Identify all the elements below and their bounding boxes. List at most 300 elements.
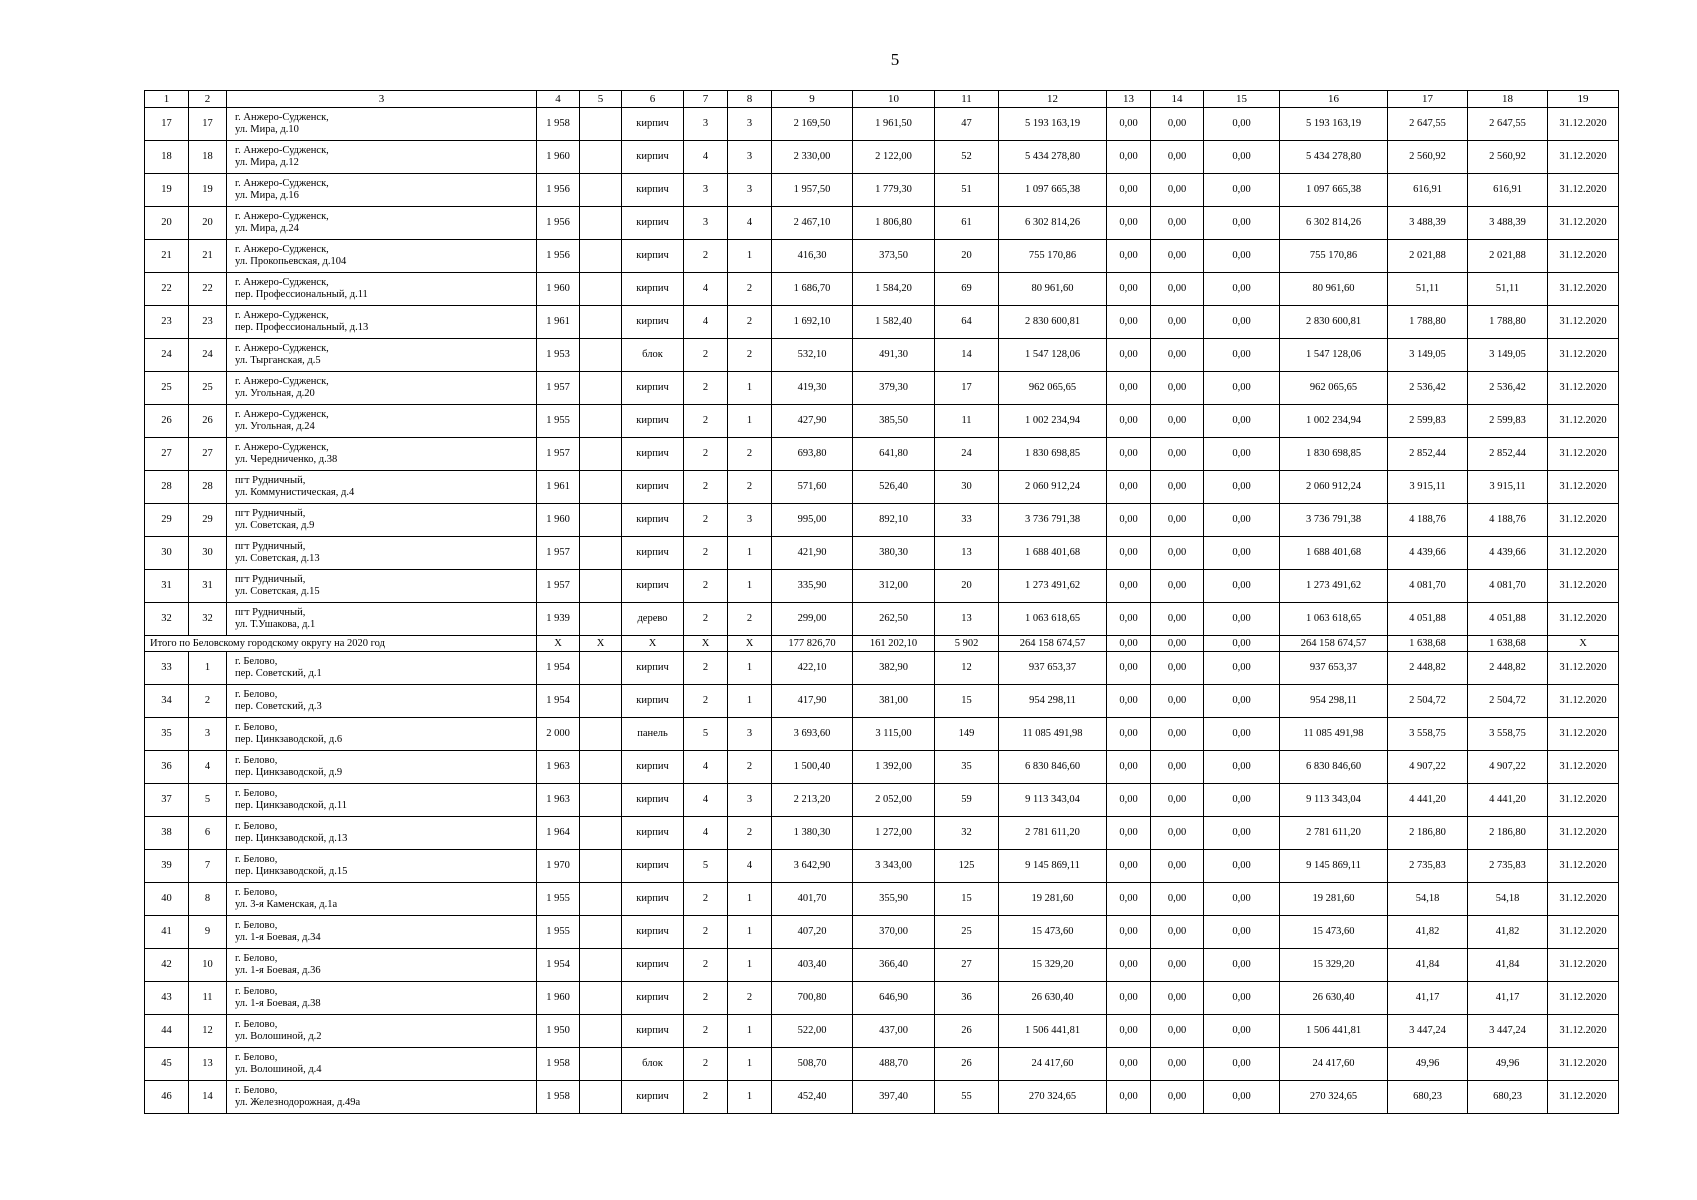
table-cell: 2 122,00 [853, 141, 935, 174]
table-cell: кирпич [622, 438, 684, 471]
table-cell: 641,80 [853, 438, 935, 471]
table-cell: 29 [189, 504, 227, 537]
table-cell: 1 961,50 [853, 108, 935, 141]
table-cell: 2 [728, 603, 772, 636]
table-cell: 1 806,80 [853, 207, 935, 240]
table-cell: 1 957 [537, 438, 580, 471]
table-cell: 149 [935, 718, 999, 751]
table-cell: 0,00 [1151, 850, 1204, 883]
table-cell: 11 [935, 405, 999, 438]
table-cell: 0,00 [1204, 438, 1280, 471]
address-cell [227, 817, 537, 850]
table-cell: 2 [684, 685, 728, 718]
table-cell: 2 169,50 [772, 108, 853, 141]
table-cell: 2 [684, 537, 728, 570]
table-cell: 2 [684, 471, 728, 504]
table-cell: 125 [935, 850, 999, 883]
table-cell: 0,00 [1151, 1048, 1204, 1081]
table-cell: 49,96 [1388, 1048, 1468, 1081]
table-cell: 23 [145, 306, 189, 339]
table-cell: 1 830 698,85 [999, 438, 1107, 471]
table-cell: 25 [189, 372, 227, 405]
table-cell: 31.12.2020 [1548, 504, 1619, 537]
table-cell: 2 [684, 652, 728, 685]
table-cell: 36 [145, 751, 189, 784]
table-cell: 4 441,20 [1388, 784, 1468, 817]
table-cell: 15 [935, 685, 999, 718]
table-cell: 1 955 [537, 883, 580, 916]
table-cell: 370,00 [853, 916, 935, 949]
address-locality: г. Анжеро-Судженск, [235, 211, 329, 222]
table-cell: 31.12.2020 [1548, 1081, 1619, 1114]
column-number-cell: 7 [684, 91, 728, 108]
column-number-cell: 1 [145, 91, 189, 108]
table-cell: 15 [935, 883, 999, 916]
table-cell: 3 [728, 504, 772, 537]
column-number-cell: 13 [1107, 91, 1151, 108]
table-cell: 407,20 [772, 916, 853, 949]
table-cell: 0,00 [1204, 784, 1280, 817]
table-cell: 2 560,92 [1388, 141, 1468, 174]
table-cell: 2 [728, 471, 772, 504]
column-number-cell: 14 [1151, 91, 1204, 108]
column-number-cell: 10 [853, 91, 935, 108]
table-cell: 0,00 [1107, 883, 1151, 916]
table-cell [580, 141, 622, 174]
address-street: ул. Т.Ушакова, д.1 [235, 619, 316, 630]
table-cell: кирпич [622, 141, 684, 174]
table-cell: 0,00 [1204, 718, 1280, 751]
table-row [145, 504, 1619, 537]
table-cell: 32 [189, 603, 227, 636]
table-cell: 31.12.2020 [1548, 306, 1619, 339]
table-row [145, 372, 1619, 405]
table-row [145, 652, 1619, 685]
table-cell [580, 1015, 622, 1048]
table-cell: 0,00 [1107, 207, 1151, 240]
table-cell: 2 000 [537, 718, 580, 751]
table-cell [580, 240, 622, 273]
table-cell: 31.12.2020 [1548, 685, 1619, 718]
table-cell: 19 281,60 [999, 883, 1107, 916]
address-locality: г. Анжеро-Судженск, [235, 343, 329, 354]
address-locality: г. Анжеро-Судженск, [235, 178, 329, 189]
table-cell: блок [622, 1048, 684, 1081]
table-cell: 0,00 [1151, 141, 1204, 174]
table-cell: 270 324,65 [999, 1081, 1107, 1114]
table-cell: 32 [935, 817, 999, 850]
table-cell [580, 784, 622, 817]
table-cell: 31.12.2020 [1548, 273, 1619, 306]
table-cell: 427,90 [772, 405, 853, 438]
table-cell: 31.12.2020 [1548, 949, 1619, 982]
table-cell: 0,00 [1151, 718, 1204, 751]
table-cell: 31.12.2020 [1548, 784, 1619, 817]
table-cell: 1 788,80 [1388, 306, 1468, 339]
table-cell [580, 108, 622, 141]
table-row [145, 784, 1619, 817]
table-cell: 28 [145, 471, 189, 504]
table-cell: 3 447,24 [1468, 1015, 1548, 1048]
address-street: пер. Советский, д.3 [235, 701, 322, 712]
table-cell: 995,00 [772, 504, 853, 537]
table-cell: 2 060 912,24 [1280, 471, 1388, 504]
table-cell: 17 [189, 108, 227, 141]
summary-cell: 1 638,68 [1388, 636, 1468, 652]
table-cell: 19 [145, 174, 189, 207]
table-cell: 2 [684, 372, 728, 405]
table-cell: 6 302 814,26 [999, 207, 1107, 240]
summary-cell: 0,00 [1151, 636, 1204, 652]
table-cell: 13 [935, 603, 999, 636]
table-cell: 2 [728, 339, 772, 372]
table-cell: 25 [145, 372, 189, 405]
address-locality: пгт Рудничный, [235, 475, 306, 486]
table-cell: 1 [728, 570, 772, 603]
table-cell: 0,00 [1204, 405, 1280, 438]
table-cell: 0,00 [1204, 339, 1280, 372]
address-street: ул. 1-я Боевая, д.34 [235, 932, 321, 943]
table-cell: 9 113 343,04 [999, 784, 1107, 817]
table-row [145, 174, 1619, 207]
table-row [145, 916, 1619, 949]
address-street: ул. Коммунистическая, д.4 [235, 487, 355, 498]
summary-row [145, 636, 1619, 652]
address-locality: г. Белово, [235, 656, 278, 667]
table-cell: 8 [189, 883, 227, 916]
address-street: ул. Мира, д.12 [235, 157, 299, 168]
table-cell: 335,90 [772, 570, 853, 603]
table-cell: 2 [728, 273, 772, 306]
table-cell: 13 [189, 1048, 227, 1081]
table-cell: 1 392,00 [853, 751, 935, 784]
table-cell: кирпич [622, 982, 684, 1015]
table-cell: 680,23 [1388, 1081, 1468, 1114]
address-locality: г. Белово, [235, 1085, 278, 1096]
table-cell: 3 693,60 [772, 718, 853, 751]
table-cell: 0,00 [1204, 1081, 1280, 1114]
table-row [145, 1081, 1619, 1114]
address-cell [227, 718, 537, 751]
table-cell: 29 [145, 504, 189, 537]
table-cell: 3 558,75 [1468, 718, 1548, 751]
table-cell: 1 582,40 [853, 306, 935, 339]
table-cell: 0,00 [1107, 372, 1151, 405]
table-cell: 1 063 618,65 [1280, 603, 1388, 636]
column-number-cell: 15 [1204, 91, 1280, 108]
table-cell: 38 [145, 817, 189, 850]
table-cell: 1 686,70 [772, 273, 853, 306]
table-cell: 0,00 [1107, 174, 1151, 207]
address-street: пер. Профессиональный, д.11 [235, 289, 368, 300]
table-cell: 1 506 441,81 [1280, 1015, 1388, 1048]
table-cell: 0,00 [1107, 339, 1151, 372]
table-cell: 0,00 [1107, 570, 1151, 603]
table-cell: 31.12.2020 [1548, 174, 1619, 207]
table-cell: 44 [145, 1015, 189, 1048]
table-cell: 37 [145, 784, 189, 817]
table-cell: 1 547 128,06 [1280, 339, 1388, 372]
table-cell: 0,00 [1204, 471, 1280, 504]
table-cell [580, 405, 622, 438]
table-cell: кирпич [622, 372, 684, 405]
table-cell: 2 186,80 [1468, 817, 1548, 850]
table-cell: 5 [189, 784, 227, 817]
address-locality: г. Белово, [235, 986, 278, 997]
table-cell: 1 955 [537, 916, 580, 949]
table-cell: 15 329,20 [1280, 949, 1388, 982]
table-cell: 421,90 [772, 537, 853, 570]
table-cell: 31 [189, 570, 227, 603]
table-cell [580, 850, 622, 883]
table-cell: 0,00 [1107, 784, 1151, 817]
table-cell: 0,00 [1151, 405, 1204, 438]
table-row [145, 1048, 1619, 1081]
table-row [145, 108, 1619, 141]
table-row [145, 339, 1619, 372]
table-cell: 3 642,90 [772, 850, 853, 883]
table-cell: 80 961,60 [999, 273, 1107, 306]
table-cell: 1 961 [537, 471, 580, 504]
table-cell: 3 447,24 [1388, 1015, 1468, 1048]
table-cell: 31.12.2020 [1548, 1048, 1619, 1081]
table-cell: 41,17 [1388, 982, 1468, 1015]
table-cell: 1 970 [537, 850, 580, 883]
table-cell: 1 380,30 [772, 817, 853, 850]
address-street: ул. Угольная, д.24 [235, 421, 315, 432]
table-cell: 526,40 [853, 471, 935, 504]
table-cell: 680,23 [1468, 1081, 1548, 1114]
table-cell: 0,00 [1107, 306, 1151, 339]
table-cell: 4 188,76 [1468, 504, 1548, 537]
address-locality: г. Белово, [235, 755, 278, 766]
table-cell: 700,80 [772, 982, 853, 1015]
summary-cell: X [728, 636, 772, 652]
table-cell: 47 [935, 108, 999, 141]
table-cell: 616,91 [1468, 174, 1548, 207]
table-cell: 0,00 [1107, 1015, 1151, 1048]
table-row [145, 240, 1619, 273]
table-cell: 1 830 698,85 [1280, 438, 1388, 471]
table-cell: кирпич [622, 207, 684, 240]
table-cell: 1 002 234,94 [999, 405, 1107, 438]
address-cell [227, 1048, 537, 1081]
summary-cell: X [622, 636, 684, 652]
table-cell: 380,30 [853, 537, 935, 570]
table-cell: 0,00 [1107, 751, 1151, 784]
table-cell: 2 [684, 504, 728, 537]
table-cell: 31.12.2020 [1548, 652, 1619, 685]
table-cell: 27 [935, 949, 999, 982]
table-cell: 3 [728, 784, 772, 817]
address-street: ул. 3-я Каменская, д.1а [235, 899, 338, 910]
table-cell: 270 324,65 [1280, 1081, 1388, 1114]
table-cell: 0,00 [1151, 306, 1204, 339]
table-cell: 40 [145, 883, 189, 916]
table-row [145, 306, 1619, 339]
summary-cell: 0,00 [1204, 636, 1280, 652]
table-cell: 646,90 [853, 982, 935, 1015]
table-cell: 2 [684, 240, 728, 273]
table-cell: 1 957,50 [772, 174, 853, 207]
table-cell: 416,30 [772, 240, 853, 273]
table-cell: 2 [684, 603, 728, 636]
table-cell: 4 [684, 306, 728, 339]
column-number-cell: 6 [622, 91, 684, 108]
table-cell: 0,00 [1151, 949, 1204, 982]
table-cell: 1 [728, 1081, 772, 1114]
table-cell: кирпич [622, 883, 684, 916]
table-cell: 0,00 [1151, 652, 1204, 685]
table-cell: 5 434 278,80 [1280, 141, 1388, 174]
table-cell: 3 736 791,38 [1280, 504, 1388, 537]
table-cell: 0,00 [1204, 817, 1280, 850]
table-cell: 2 [684, 1048, 728, 1081]
table-cell: 5 193 163,19 [1280, 108, 1388, 141]
address-locality: г. Белово, [235, 689, 278, 700]
table-cell: 0,00 [1151, 471, 1204, 504]
table-cell: 31 [145, 570, 189, 603]
address-locality: г. Белово, [235, 821, 278, 832]
table-cell: 1 961 [537, 306, 580, 339]
table-cell: 2 [684, 1015, 728, 1048]
table-cell: 0,00 [1107, 817, 1151, 850]
table-cell: 2 [684, 570, 728, 603]
address-street: ул. Мира, д.24 [235, 223, 299, 234]
table-cell: 30 [145, 537, 189, 570]
table-cell: 4 441,20 [1468, 784, 1548, 817]
table-cell: 27 [189, 438, 227, 471]
table-cell: 1 956 [537, 240, 580, 273]
table-cell: 0,00 [1151, 570, 1204, 603]
table-cell: 15 473,60 [999, 916, 1107, 949]
address-cell [227, 174, 537, 207]
table-cell: 3 149,05 [1468, 339, 1548, 372]
table-cell: 22 [145, 273, 189, 306]
table-cell: 3 488,39 [1468, 207, 1548, 240]
table-cell: 3 [684, 174, 728, 207]
table-cell: 2 735,83 [1468, 850, 1548, 883]
table-cell [580, 685, 622, 718]
table-cell: кирпич [622, 784, 684, 817]
address-street: пер. Цинкзаводской, д.6 [235, 734, 343, 745]
table-cell: 43 [145, 982, 189, 1015]
table-cell: 954 298,11 [999, 685, 1107, 718]
table-row [145, 883, 1619, 916]
table-row [145, 982, 1619, 1015]
table-cell: 0,00 [1107, 108, 1151, 141]
table-cell: 1 954 [537, 685, 580, 718]
table-cell: 12 [189, 1015, 227, 1048]
table-cell: 33 [145, 652, 189, 685]
table-cell [580, 306, 622, 339]
table-cell: 1 950 [537, 1015, 580, 1048]
table-cell: 11 [189, 982, 227, 1015]
table-cell: кирпич [622, 570, 684, 603]
table-cell: 2 830 600,81 [999, 306, 1107, 339]
table-cell: 13 [935, 537, 999, 570]
table-cell: 4 188,76 [1388, 504, 1468, 537]
table-cell: 1 [728, 372, 772, 405]
table-cell: 0,00 [1107, 405, 1151, 438]
table-cell: 2 781 611,20 [1280, 817, 1388, 850]
table-cell: 6 302 814,26 [1280, 207, 1388, 240]
table-cell: 0,00 [1151, 108, 1204, 141]
table-cell: 1 [728, 916, 772, 949]
table-cell: 23 [189, 306, 227, 339]
table-cell: кирпич [622, 1015, 684, 1048]
table-cell: 3 736 791,38 [999, 504, 1107, 537]
table-cell [580, 570, 622, 603]
table-cell [580, 339, 622, 372]
table-cell: 0,00 [1151, 751, 1204, 784]
table-cell: 4 [684, 273, 728, 306]
table-cell: 262,50 [853, 603, 935, 636]
table-cell: 0,00 [1151, 1081, 1204, 1114]
address-cell [227, 603, 537, 636]
table-cell: 954 298,11 [1280, 685, 1388, 718]
address-street: ул. Мира, д.10 [235, 124, 299, 135]
summary-cell: X [1548, 636, 1619, 652]
table-cell: 0,00 [1151, 685, 1204, 718]
table-row [145, 949, 1619, 982]
table-cell: 962 065,65 [1280, 372, 1388, 405]
table-cell: 11 085 491,98 [999, 718, 1107, 751]
table-cell: 6 [189, 817, 227, 850]
address-street: пер. Цинкзаводской, д.15 [235, 866, 348, 877]
table-cell: 693,80 [772, 438, 853, 471]
address-locality: г. Анжеро-Судженск, [235, 409, 329, 420]
summary-cell: 5 902 [935, 636, 999, 652]
table-cell: 54,18 [1468, 883, 1548, 916]
table-cell: 24 [935, 438, 999, 471]
table-cell [580, 982, 622, 1015]
table-cell [580, 471, 622, 504]
table-cell: 0,00 [1151, 1015, 1204, 1048]
table-cell: 0,00 [1204, 1048, 1280, 1081]
table-cell [580, 504, 622, 537]
table-cell: 2 186,80 [1388, 817, 1468, 850]
address-cell [227, 306, 537, 339]
table-cell: 0,00 [1107, 718, 1151, 751]
table-cell: 0,00 [1204, 537, 1280, 570]
table-cell [580, 718, 622, 751]
table-cell: 1 272,00 [853, 817, 935, 850]
table-cell: 2 [684, 949, 728, 982]
address-street: пер. Советский, д.1 [235, 668, 322, 679]
table-cell: 3 343,00 [853, 850, 935, 883]
table-cell: 1 788,80 [1468, 306, 1548, 339]
address-cell [227, 108, 537, 141]
table-cell: 20 [145, 207, 189, 240]
table-cell: 1 [728, 1048, 772, 1081]
table-cell: 18 [189, 141, 227, 174]
table-cell: 42 [145, 949, 189, 982]
table-row [145, 471, 1619, 504]
address-street: ул. 1-я Боевая, д.36 [235, 965, 321, 976]
table-cell: 4 081,70 [1388, 570, 1468, 603]
address-cell [227, 685, 537, 718]
table-cell [580, 916, 622, 949]
table-cell: 0,00 [1107, 916, 1151, 949]
table-cell: 3 [189, 718, 227, 751]
table-cell: 0,00 [1204, 916, 1280, 949]
table-cell: 0,00 [1151, 916, 1204, 949]
table-cell: 3 915,11 [1468, 471, 1548, 504]
table-cell: 373,50 [853, 240, 935, 273]
housing-register-table [144, 90, 1619, 1114]
table-cell: 26 [935, 1015, 999, 1048]
